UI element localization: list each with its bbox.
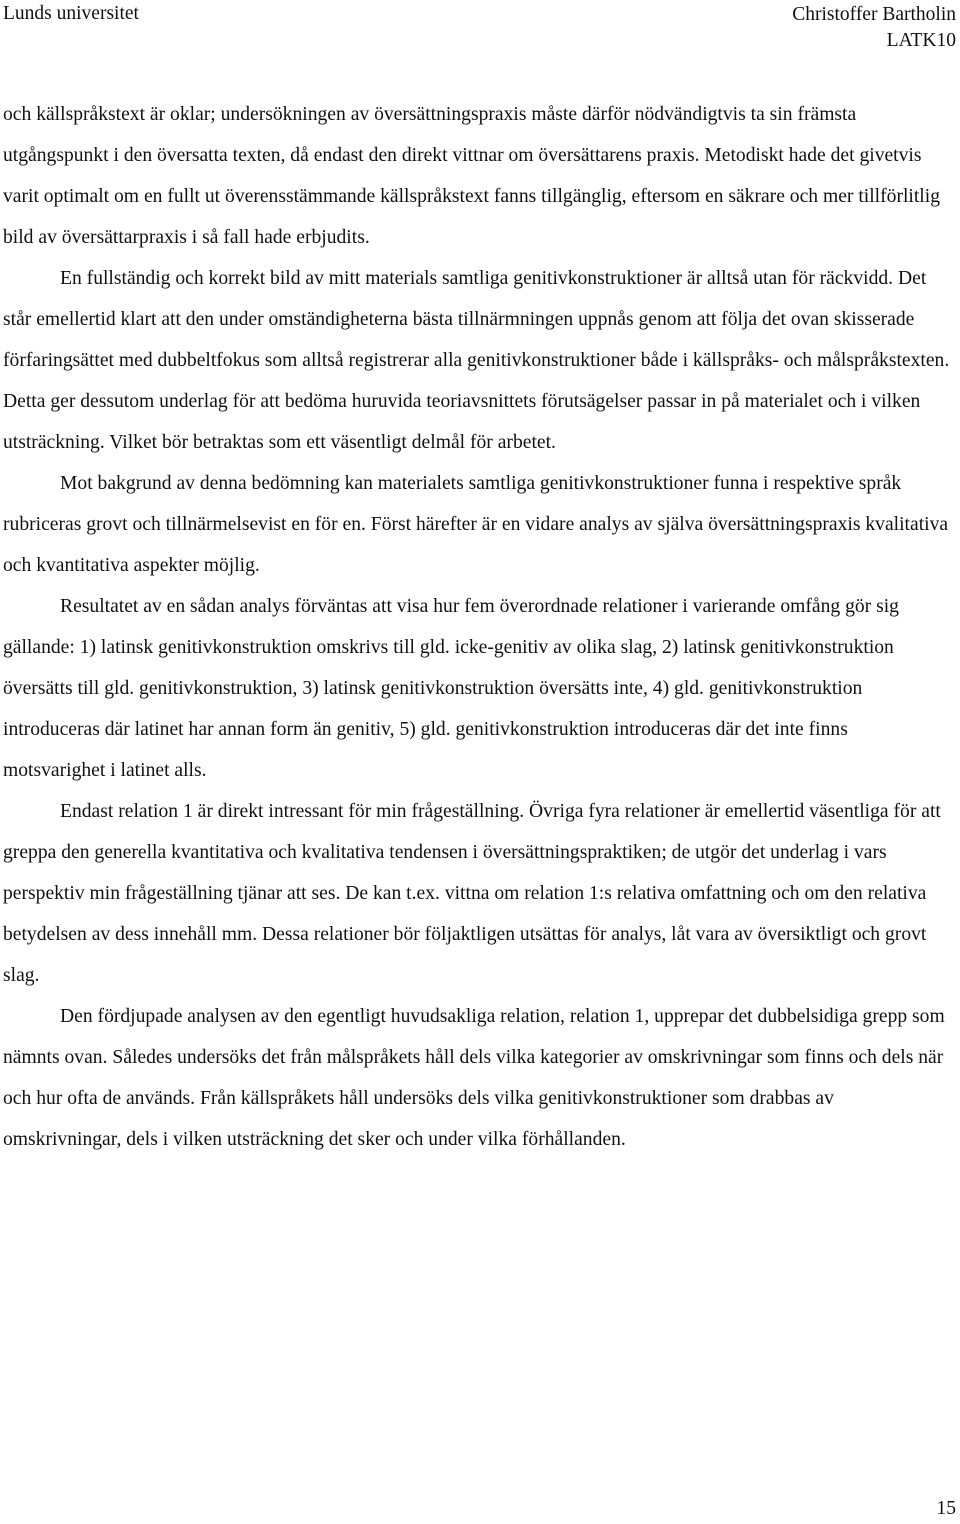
header-author-block (792, 2, 956, 54)
paragraph: Mot bakgrund av denna bedömning kan materialets samtliga genitivkonstruktioner funna i respektive språk rubriceras grovt och tillnärmelsevist en för en. Först härefter är en vidare analys av själva översättningspraxis kvalitativa och kvantitativa aspekter möjlig. (3, 473, 949, 576)
paragraph: En fullständig och korrekt bild av mitt materials samtliga genitivkonstruktioner är alltså utan för räckvidd. Det står emellertid klart att den under omständigheterna bästa tillnärmningen uppnås genom att följa det ovan skisserade förfaringsättet med dubbeltfokus som alltså registrerar alla genitivkonstruktioner både i källspråks- och målspråkstexten. Detta ger dessutom underlag för att bedöma huruvida teoriavsnittets förutsägelser passar in på materialet och i vilken utsträckning. Vilket bör betraktas som ett väsentligt delmål för arbetet. (3, 268, 950, 453)
page-number: 15 (936, 1498, 956, 1519)
paragraph: Resultatet av en sådan analys förväntas att visa hur fem överordnade relationer i varierande omfång gör sig gällande: 1) latinsk genitivkonstruktion omskrivs till gld. icke-genitiv av olika slag, 2) latinsk genitivkonstruktion översätts till gld. genitivkonstruktion, 3) latinsk genitivkonstruktion översätts inte, 4) gld. genitivkonstruktion introduceras där latinet har annan form än genitiv, 5) gld. genitivkonstruktion introduceras där det inte finns motsvarighet i latinet alls. (3, 596, 899, 781)
header-author: Christoffer Bartholin (792, 4, 956, 25)
paragraph: och källspråkstext är oklar; undersökningen av översättningspraxis måste därför nödvändigtvis ta sin främsta utgångspunkt i den översatta texten, då endast den direkt vittnar om översättarens praxis. Metodiskt hade det givetvis varit optimalt om en fullt ut överensstämmande källspråkstext fanns tillgänglig, eftersom en säkrare och mer tillförlitlig bild av översättarpraxis i så fall hade erbjudits. (3, 104, 940, 248)
paragraph: Den fördjupade analysen av den egentligt huvudsakliga relation, relation 1, upprepar det dubbelsidiga grepp som nämnts ovan. Således undersöks det från målspråkets håll dels vilka kategorier av omskrivningar som finns och dels när och hur ofta de används. Från källspråkets håll undersöks dels vilka genitivkonstruktioner som drabbas av omskrivningar, dels i vilken utsträckning det sker och under vilka förhållanden. (3, 1006, 945, 1150)
header-course-code: LATK10 (886, 30, 956, 51)
paragraph: Endast relation 1 är direkt intressant för min frågeställning. Övriga fyra relationer är emellertid väsentliga för att greppa den generella kvantitativa och kvalitativa tendensen i översättningspraktiken; de utgör det underlag i vars perspektiv min frågeställning tjänar att ses. De kan t.ex. vittna om relation 1:s relativa omfattning och om den relativa betydelsen av dess innehåll mm. Dessa relationer bör följaktligen utsättas för analys, låt vara av översiktligt och grovt slag. (3, 801, 941, 986)
body-text (3, 94, 955, 1160)
header-institution: Lunds universitet (3, 3, 139, 24)
